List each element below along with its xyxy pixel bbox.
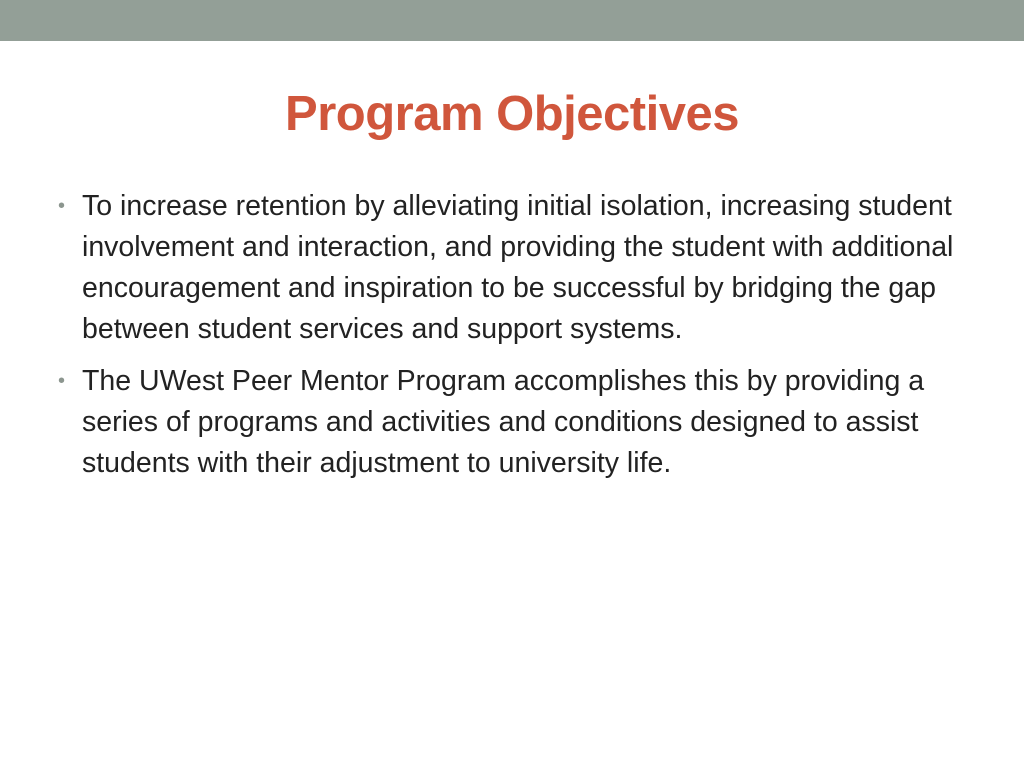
bullet-item-retention	[58, 186, 958, 350]
top-color-band	[0, 0, 1024, 41]
bullet-list	[58, 186, 958, 495]
bullet-item-program	[58, 361, 958, 484]
bullet-text: To increase retention by alleviating initial isolation, increasing student involvement and interaction, and providing the student with additional encouragement and inspiration to be successful by bridging the gap between student services and support systems.	[82, 190, 954, 345]
slide-title: Program Objectives	[285, 87, 739, 141]
bullet-dot-icon: •	[58, 195, 66, 217]
bullet-text: The UWest Peer Mentor Program accomplishes this by providing a series of programs and activities and conditions designed to assist students with their adjustment to university life.	[82, 365, 925, 479]
bullet-dot-icon: •	[58, 370, 66, 392]
